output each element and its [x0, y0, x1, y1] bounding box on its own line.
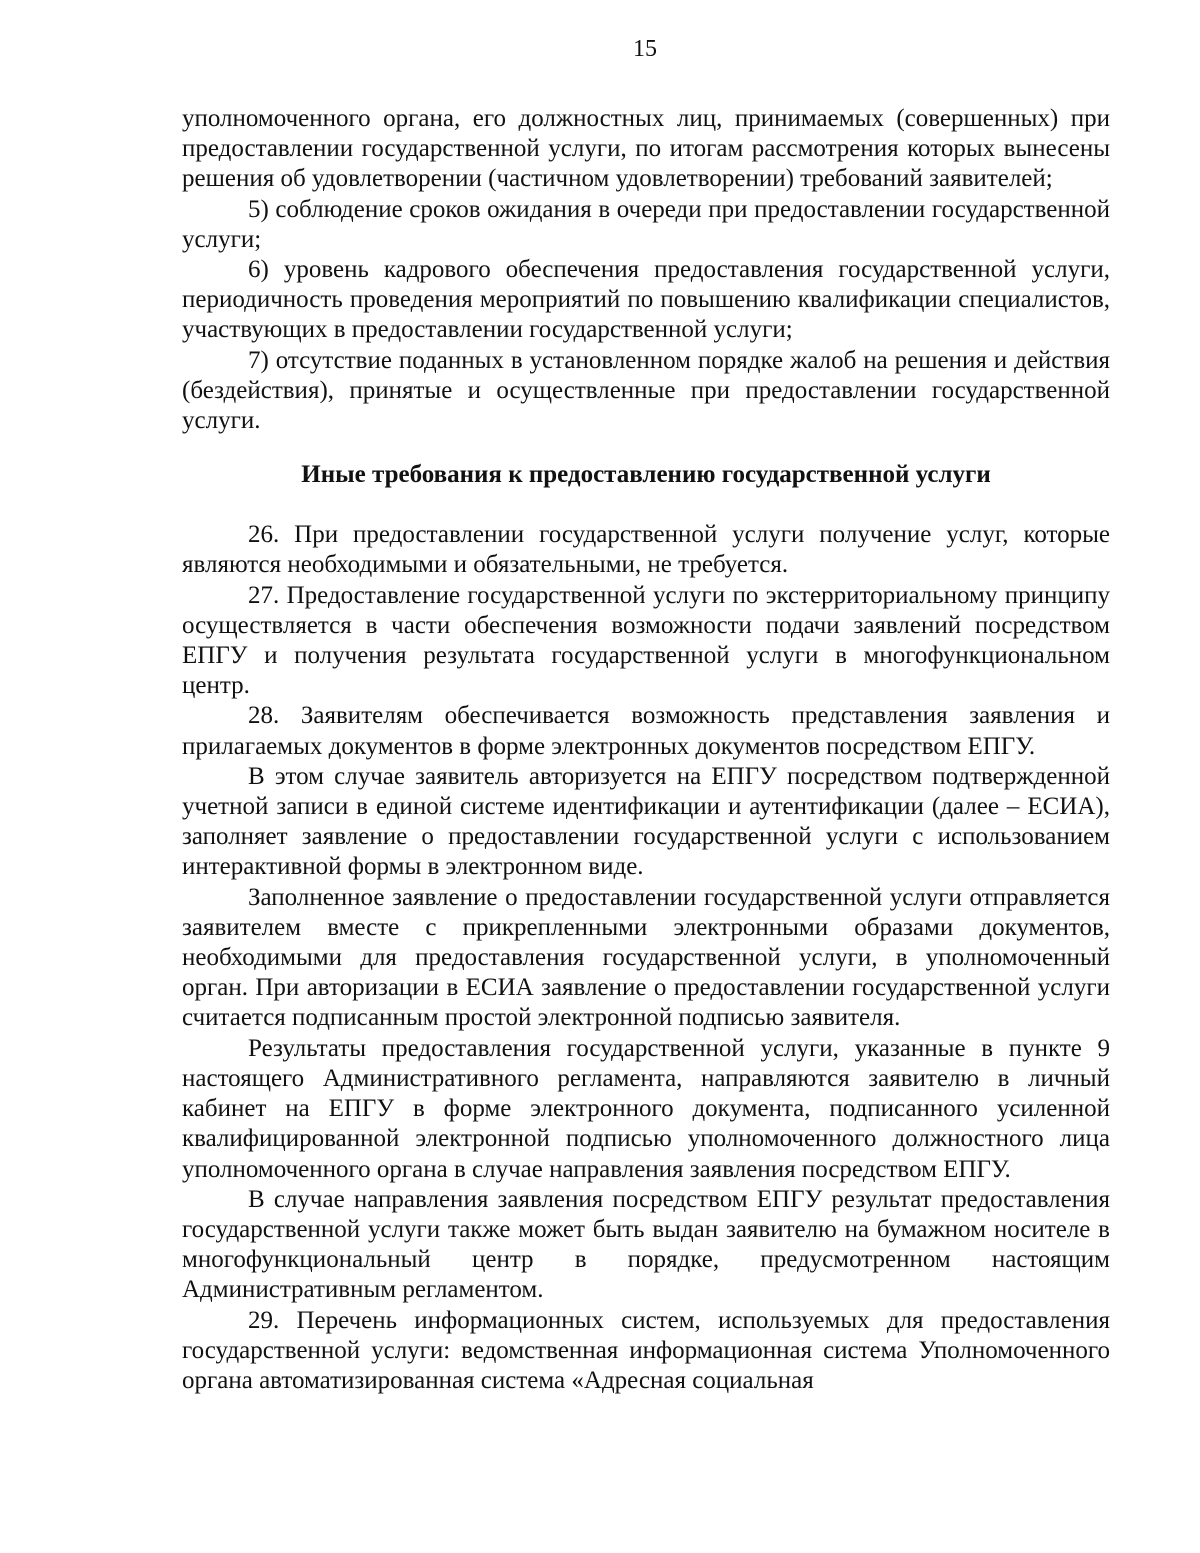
paragraph-27: 27. Предоставление государственной услуги по экстерриториальному принципу осуществляется в части обеспечения возможности подачи заявлений посредством ЕПГУ и получения результата государственной услуги в многофункциональном центр.	[182, 581, 1110, 700]
page-number: 15	[633, 36, 657, 62]
paragraph-esia-auth: В этом случае заявитель авторизуется на ЕПГУ посредством подтвержденной учетной записи в единой системе идентификации и аутентификации (далее – ЕСИА), заполняет заявление о предоставлении государственной услуги с использованием интерактивной формы в электронном виде.	[182, 762, 1110, 881]
section-heading: Иные требования к предоставлению государственной услуги	[301, 461, 991, 489]
document-body	[182, 104, 1110, 1396]
paragraph-item-6: 6) уровень кадрового обеспечения предоставления государственной услуги, периодичность проведения мероприятий по повышению квалификации специалистов, участвующих в предоставлении государственной услуги;	[182, 256, 1110, 344]
paragraph-29: 29. Перечень информационных систем, используемых для предоставления государственной услуги: ведомственная информационная система Уполномоченного органа автоматизированная система «Адресная социальная	[182, 1306, 1110, 1394]
paragraph-item-5: 5) соблюдение сроков ожидания в очереди при предоставлении государственной услуги;	[182, 195, 1110, 253]
paragraph-28: 28. Заявителям обеспечивается возможность представления заявления и прилагаемых документов в форме электронных документов посредством ЕПГУ.	[182, 702, 1110, 760]
paragraph-item-7: 7) отсутствие поданных в установленном порядке жалоб на решения и действия (бездействия), принятые и осуществленные при предоставлении государственной услуги.	[182, 346, 1110, 435]
paragraph-paper-result: В случае направления заявления посредством ЕПГУ результат предоставления государственной услуги также может быть выдан заявителю на бумажном носителе в многофункциональный центр в порядке, предусмотренном настоящим Административным регламентом.	[182, 1185, 1110, 1304]
paragraph-filled-application: Заполненное заявление о предоставлении государственной услуги отправляется заявителем вместе с прикрепленными электронными образами документов, необходимыми для предоставления государственной услуги, в уполномоченный орган. При авторизации в ЕСИА заявление о предоставлении государственной услуги считается подписанным простой электронной подписью заявителя.	[182, 883, 1110, 1032]
paragraph-continuation: уполномоченного органа, его должностных лиц, принимаемых (совершенных) при предоставлении государственной услуги, по итогам рассмотрения которых вынесены решения об удовлетворении (частичном удовлетворении) требований заявителей;	[182, 105, 1110, 193]
paragraph-26: 26. При предоставлении государственной услуги получение услуг, которые являются необходимыми и обязательными, не требуется.	[182, 521, 1110, 579]
paragraph-results: Результаты предоставления государственной услуги, указанные в пункте 9 настоящего Административного регламента, направляются заявителю в личный кабинет на ЕПГУ в форме электронного документа, подписанного усиленной квалифицированной электронной подписью уполномоченного должностного лица уполномоченного органа в случае направления заявления посредством ЕПГУ.	[182, 1034, 1110, 1183]
